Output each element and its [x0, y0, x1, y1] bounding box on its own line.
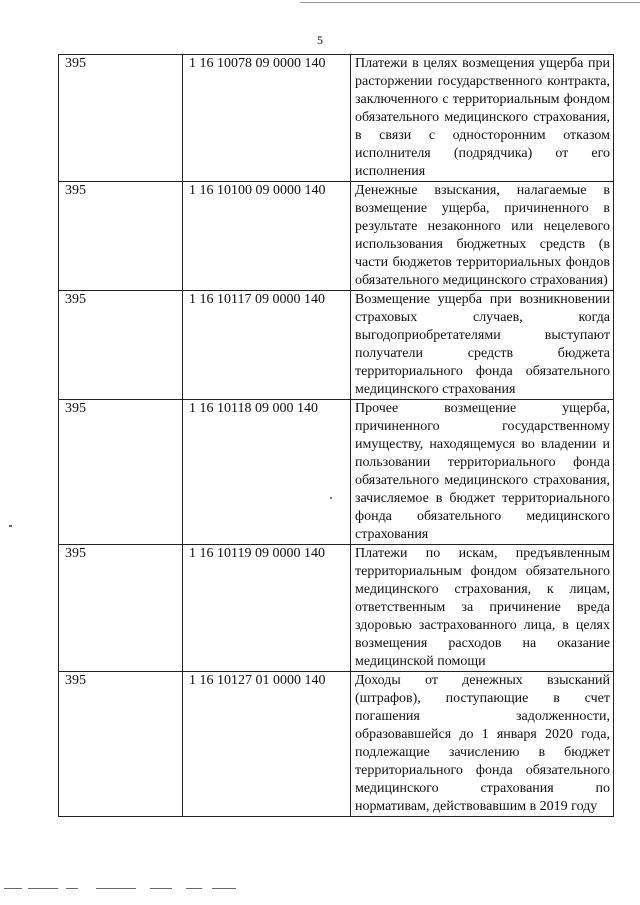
revenue-name-cell: Денежные взыскания, налагаемые в возмещение ущерба, причиненного в результате незаконного или нецелевого использования бюджетных средств (в части бюджетов территориальных фондов обязательного медицинского страхования) — [351, 182, 614, 291]
table-row — [59, 182, 614, 291]
table-row — [59, 55, 614, 182]
budget-code-cell: 1 16 10119 09 0000 140 — [183, 545, 351, 672]
table-row — [59, 400, 614, 545]
admin-code-cell: 395 — [59, 182, 183, 291]
admin-code-cell: 395 — [59, 291, 183, 400]
scan-speck — [9, 525, 12, 527]
table-row — [59, 291, 614, 400]
footer-scan-artifact — [0, 882, 260, 896]
admin-code-cell: 395 — [59, 545, 183, 672]
table-row — [59, 672, 614, 817]
admin-code-cell: 395 — [59, 672, 183, 817]
table-body — [59, 55, 614, 817]
scan-speck — [330, 497, 332, 499]
revenue-name-cell: Платежи по искам, предъявленным территориальным фондом обязательного медицинского страхования, к лицам, ответственным за причинение вреда здоровью застрахованного лица, в целях возмещения расходов на оказание медицинской помощи — [351, 545, 614, 672]
budget-code-cell: 1 16 10100 09 0000 140 — [183, 182, 351, 291]
budget-code-cell: 1 16 10118 09 000 140 — [183, 400, 351, 545]
budget-code-cell: 1 16 10078 09 0000 140 — [183, 55, 351, 182]
revenue-name-cell: Доходы от денежных взысканий (штрафов), поступающие в счет погашения задолженности, образовавшейся до 1 января 2020 года, подлежащие зачислению в бюджет территориального фонда обязательного медицинского страхования по нормативам, действовавшим в 2019 году — [351, 672, 614, 817]
budget-code-cell: 1 16 10127 01 0000 140 — [183, 672, 351, 817]
budget-code-cell: 1 16 10117 09 0000 140 — [183, 291, 351, 400]
top-scan-rule — [300, 2, 640, 3]
admin-code-cell: 395 — [59, 55, 183, 182]
page-number: 5 — [317, 33, 323, 47]
revenue-name-cell: Возмещение ущерба при возникновении страховых случаев, когда выгодоприобретателями выступают получатели средств бюджета территориального фонда обязательного медицинского страхования — [351, 291, 614, 400]
admin-code-cell: 395 — [59, 400, 183, 545]
budget-codes-table — [58, 54, 614, 817]
revenue-name-cell: Прочее возмещение ущерба, причиненного государственному имуществу, находящемуся во владении и пользовании территориального фонда обязательного медицинского страхования, зачисляемое в бюджет территориального фонда обязательного медицинского страхования — [351, 400, 614, 545]
revenue-name-cell: Платежи в целях возмещения ущерба при расторжении государственного контракта, заключенного с территориальным фондом обязательного медицинского страхования, в связи с односторонним отказом исполнителя (подрядчика) от его исполнения — [351, 55, 614, 182]
table-row — [59, 545, 614, 672]
